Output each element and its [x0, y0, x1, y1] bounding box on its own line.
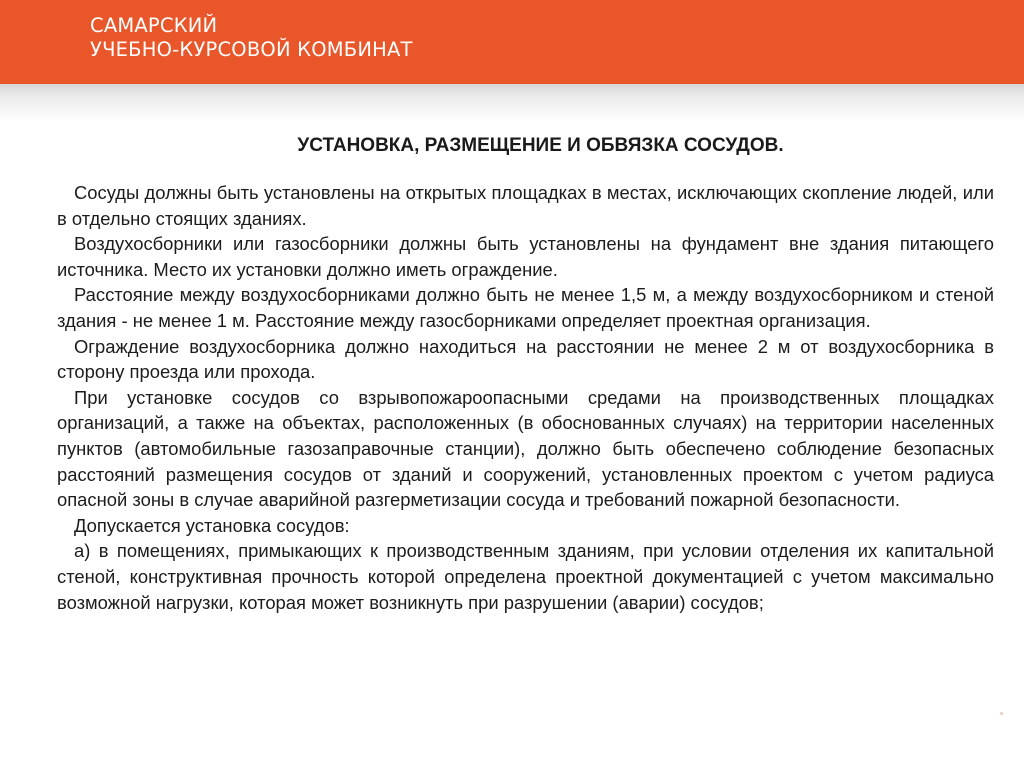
paragraph-7: а) в помещениях, примыкающих к производственным зданиям, при условии отделения их капитальной стеной, конструктивная прочность которой определена проектной документацией с учетом максимально возможной нагрузки, которая может возникнуть при разрушении (аварии) сосудов; [57, 540, 994, 613]
page-title: УСТАНОВКА, РАЗМЕЩЕНИЕ И ОБВЯЗКА СОСУДОВ. [297, 135, 784, 156]
paragraph-2: Воздухосборники или газосборники должны быть установлены на фундамент вне здания питающего источника. Место их установки должно иметь ограждение. [57, 233, 994, 280]
paragraph-4: Ограждение воздухосборника должно находиться на расстоянии не менее 2 м от воздухосборника в сторону проезда или прохода. [57, 335, 994, 383]
brand-logo-text [90, 14, 413, 62]
paragraph-1: Сосуды должны быть установлены на открытых площадках в местах, исключающих скопление людей, или в отдельно стоящих зданиях. [57, 182, 994, 229]
document-body [57, 134, 994, 615]
decorative-dot [1000, 712, 1003, 715]
paragraph-6: Допускается установка сосудов: [74, 514, 350, 536]
brand-line-2: УЧЕБНО-КУРСОВОЙ КОМБИНАТ [90, 38, 413, 61]
paragraph-3: Расстояние между воздухосборниками должно быть не менее 1,5 м, а между воздухосборником и стеной здания - не менее 1 м. Расстояние между газосборниками определяет проектная организация. [57, 284, 994, 331]
brand-line-1: САМАРСКИЙ [90, 14, 218, 37]
header-bar [0, 0, 1024, 84]
paragraph-5: При установке сосудов со взрывопожароопасными средами на производственных площадках организаций, а также на объектах, расположенных (в обоснованных случаях) на территории населенных пунктов (автомобильные газозаправочные станции), должно быть обеспечено соблюдение безопасных расстояний размещения сосудов от зданий и сооружений, установленных проектом с учетом радиуса опасной зоны в случае аварийной разгерметизации сосуда и требований пожарной безопасности. [57, 386, 994, 511]
header-shadow [0, 84, 1024, 122]
